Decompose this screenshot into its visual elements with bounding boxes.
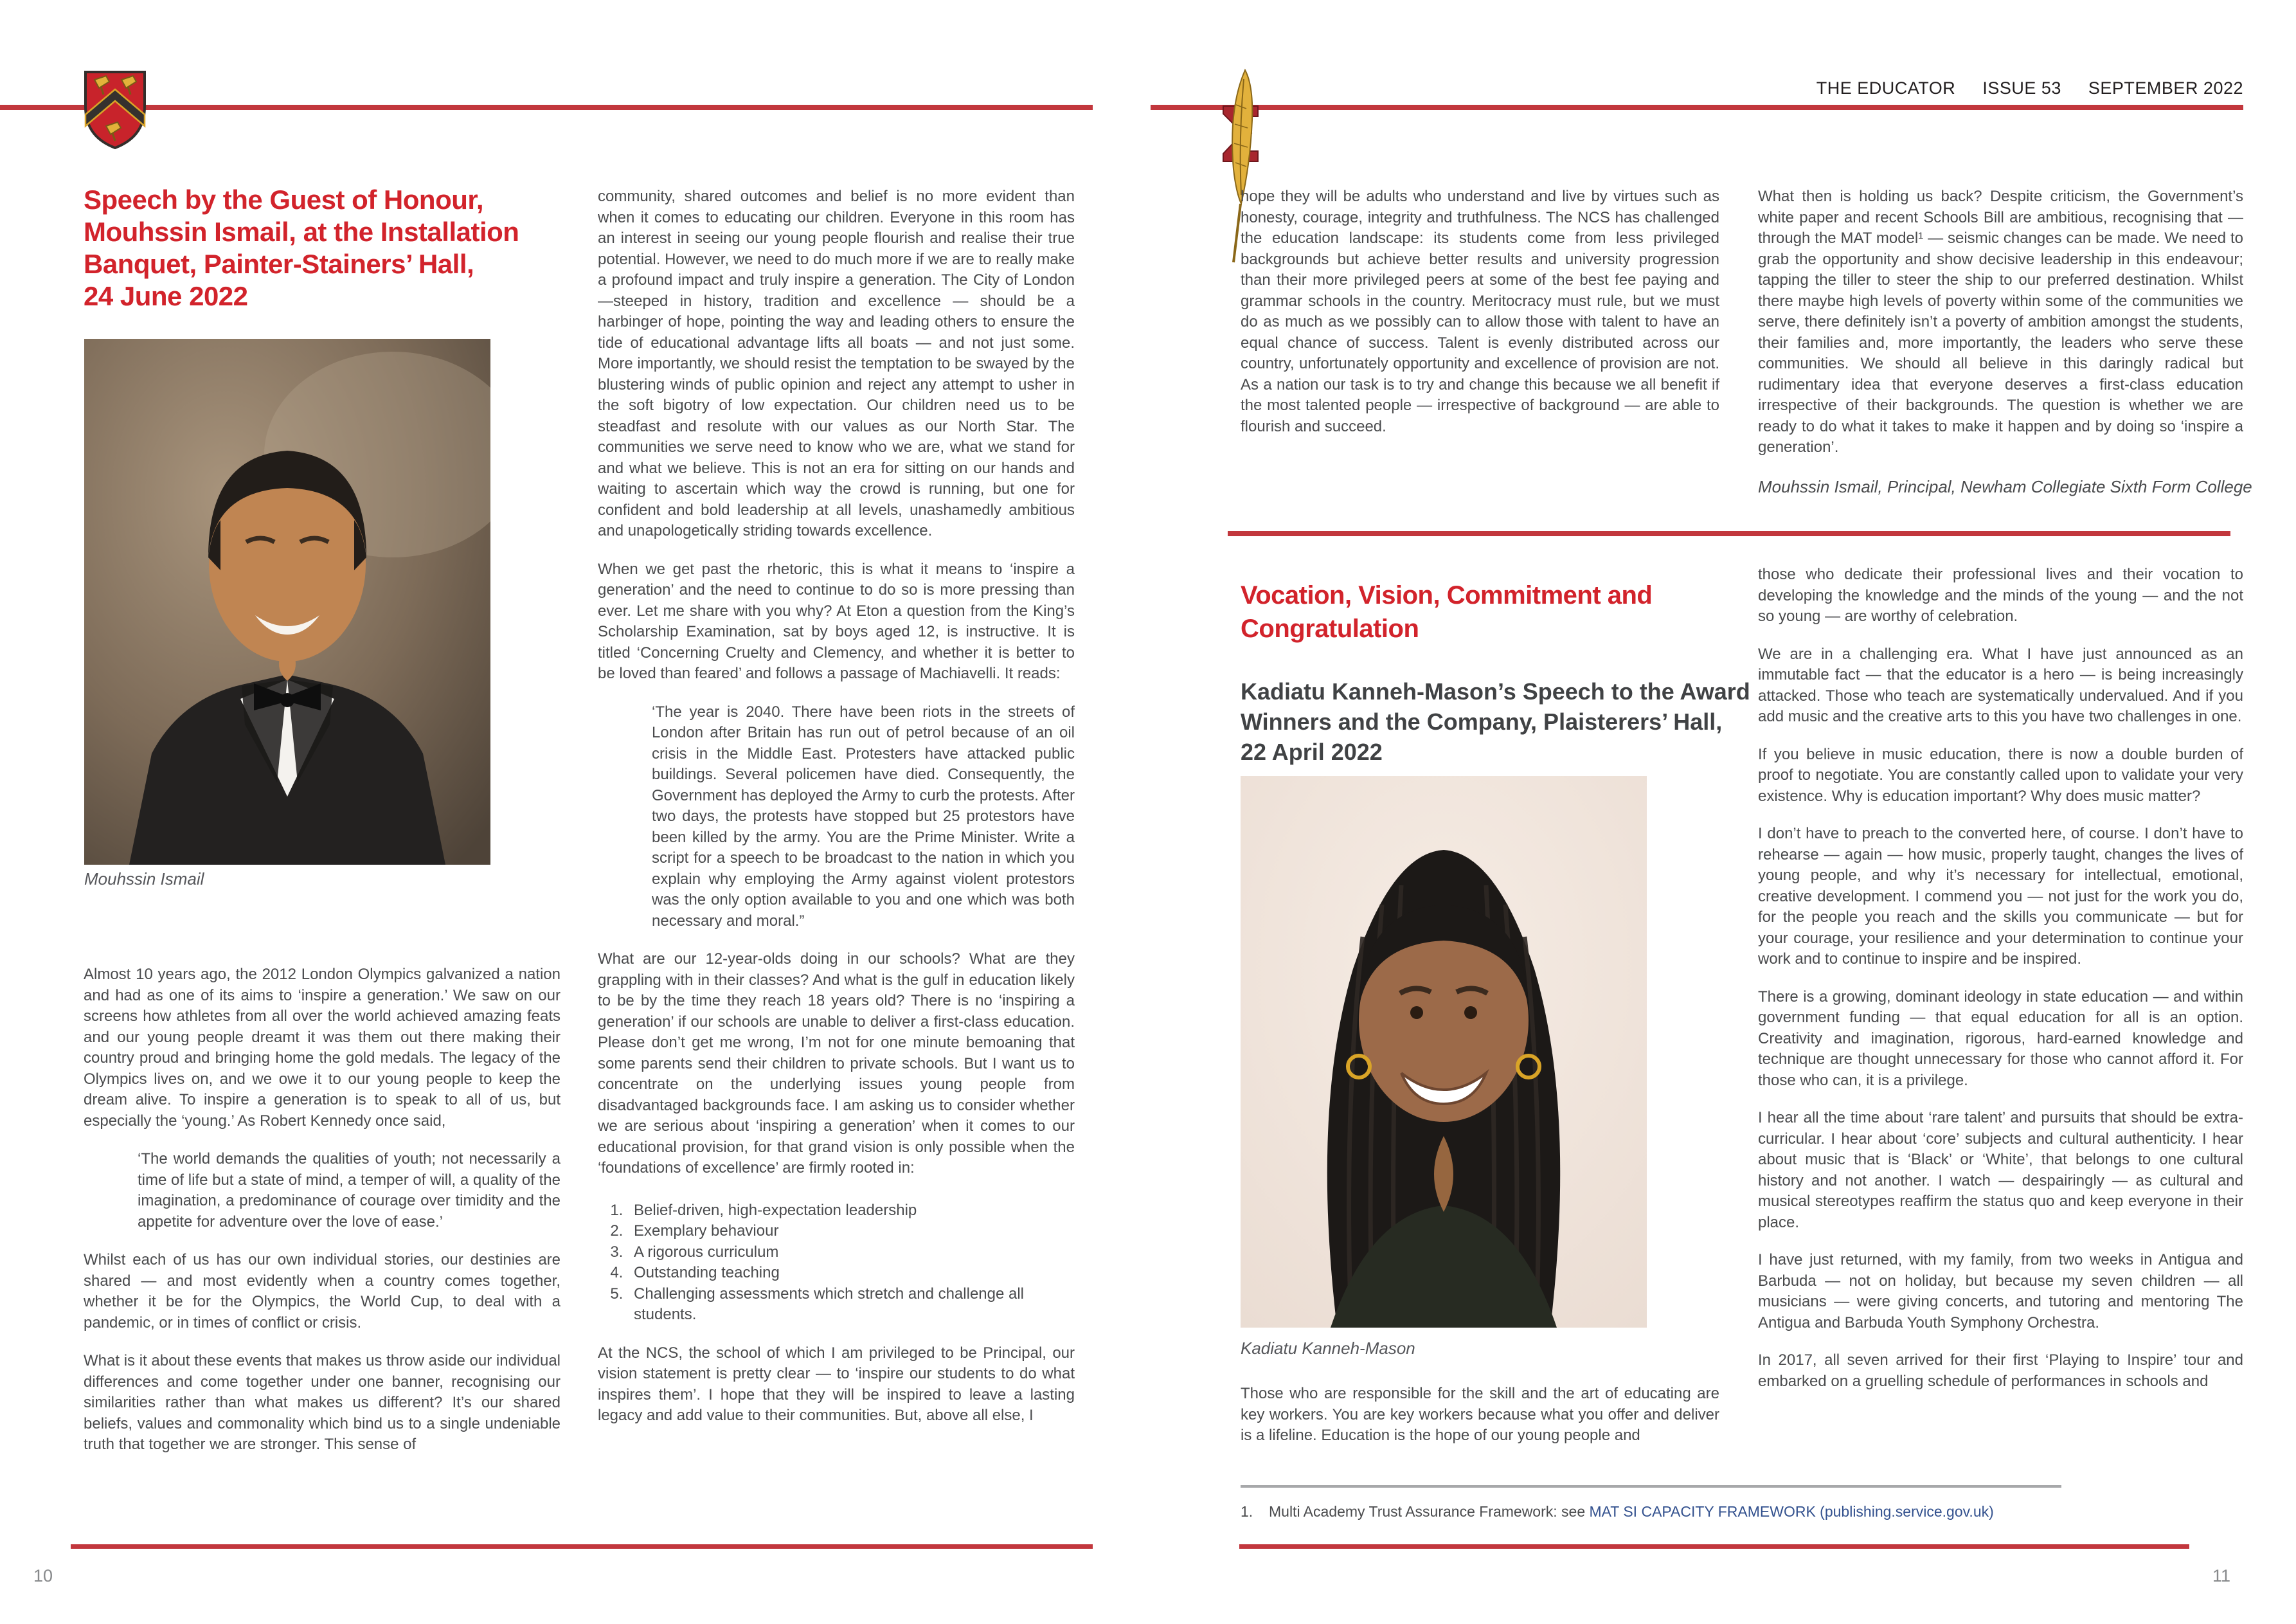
- right-page-column-1-top: [1241, 186, 1719, 437]
- photo-caption: Kadiatu Kanneh-Mason: [1241, 1339, 1415, 1358]
- article2-column-2: [1758, 564, 2243, 1392]
- pull-quote: ‘The year is 2040. There have been riots in the streets of London after Britain has run out of petrol because of an oil crisis in the Middle East. Protesters have attacked public buildings. Several policemen have died. Consequently, the Government has deployed the Army to curb the protests. After two days, the protests have stopped but 25 protestors have been killed by the army. You are the Prime Minister. Write a script for a speech to be broadcast to the nation in which you explain why employing the Army against violent protestors was the only option available to you and one which was both necessary and moral.”: [652, 703, 1075, 930]
- list-item: 5. Challenging assessments which stretch and challenge all students.: [627, 1284, 1075, 1326]
- paragraph: When we get past the rhetoric, this is what it means to ‘inspire a generation’ and the need to continue to do so is more pressing than ever. Let me share with you why? At Eton a question from the King’s Scholarship Examination, sat by boys aged 12, is instructive. It is titled ‘Concerning Cruelty and Clemency, and whether it is better to be loved than feared’ and follows a passage of Machiavelli. It reads:: [598, 560, 1075, 682]
- article2-subtitle-line: Kadiatu Kanneh-Mason’s Speech to the Award: [1241, 678, 1750, 705]
- paragraph: I have just returned, with my family, from two weeks in Antigua and Barbuda — not on holiday, but because my seven children — all musicians — were giving concerts, and tutoring and mentoring The Antigua and Barbuda Youth Symphony Orchestra.: [1758, 1251, 2243, 1331]
- foundations-list: [598, 1200, 1075, 1326]
- article1-byline: Mouhssin Ismail, Principal, Newham Collegiate Sixth Form College: [1758, 477, 2252, 496]
- paragraph: At the NCS, the school of which I am privileged to be Principal, our vision statement is pretty clear — to ‘inspire our students to do what inspires them’. I hope that they will be inspired to leave a lasting legacy and add value to their communities. But, above all else, I: [598, 1344, 1075, 1424]
- paragraph: What is it about these events that makes us throw aside our individual differences and come together under one banner, recognising our similarities rather than what makes us different? It’s our shared beliefs, values and commonality which bind us to a single undeniable truth that together we are stronger. This sense of: [84, 1352, 561, 1453]
- issue-number: ISSUE 53: [1982, 78, 2061, 98]
- running-header: [1478, 78, 2243, 98]
- paragraph: I hear all the time about ‘rare talent’ and pursuits that should be extra-curricular. I hear about ‘core’ subjects and cultural authenticity. I hear about music that is ‘Black’ or ‘White’, that belongs to one cultural history and not another. I watch — despairingly — as cultural and musical stereotypes reaffirm the status quo and keep everyone in their place.: [1758, 1109, 2243, 1231]
- paragraph: In 2017, all seven arrived for their first ‘Playing to Inspire’ tour and embarked on a gruelling schedule of performances in schools and: [1758, 1351, 2243, 1390]
- top-rule-right-page: [1151, 105, 2243, 110]
- article1-title-line: Banquet, Painter-Stainers’ Hall,: [84, 249, 474, 279]
- footnote-rule: [1241, 1485, 2061, 1488]
- list-item: 3. A rigorous curriculum: [627, 1242, 1075, 1263]
- paragraph: There is a growing, dominant ideology in state education — and within government funding — that equal education for all is an option. Creativity and imagination, rigorous, hard-earned knowledge and technique are thought unnecessary for those who cannot afford it. For those who can, it is a privilege.: [1758, 988, 2243, 1089]
- list-item: 4. Outstanding teaching: [627, 1263, 1075, 1284]
- paragraph: Whilst each of us has our own individual stories, our destinies are shared — and most evidently when a country comes together, whether it be for the Olympics, the World Cup, to deal with a pandemic, or in times of conflict or crisis.: [84, 1251, 561, 1331]
- photo-caption: Mouhssin Ismail: [84, 869, 204, 889]
- bottom-rule-left-page: [71, 1544, 1093, 1549]
- paragraph: hope they will be adults who understand and live by virtues such as honesty, courage, integrity and truthfulness. The NCS has challenged the education landscape: its students come from less privileged backgrounds but achieve better results and university progression than their more privileged peers at some of the best fee paying and grammar schools in the country. Meritocracy must rule, but we must do as much as we possibly can to allow those with talent to have an equal chance of success. Talent is evenly distributed across our country, unfortunately opportunity and excellence of provision are not. As a nation our task is to try and change this because we all benefit if the most talented people — irrespective of background — are able to flourish and succeed.: [1241, 188, 1719, 435]
- paragraph: those who dedicate their professional lives and their vocation to developing the knowledge and the minds of the young — and the not so young — are worthy of celebration.: [1758, 566, 2243, 625]
- bottom-rule-right-page: [1239, 1544, 2189, 1549]
- page-number-right: 11: [2212, 1566, 2231, 1585]
- page-number-left: 10: [33, 1566, 53, 1585]
- article1-title-line: Mouhssin Ismail, at the Installation: [84, 217, 519, 247]
- left-page-column-2: [598, 186, 1075, 1427]
- article1-title-line: 24 June 2022: [84, 281, 248, 311]
- article2-column-1: [1241, 1384, 1719, 1447]
- paragraph: Almost 10 years ago, the 2012 London Olympics galvanized a nation and had as one of its aims to ‘inspire a generation.’ We saw on our screens how athletes from all over the world achieved amazing feats and our young people dreamt it was them out there making their country proud and bringing home the gold medals. The legacy of the Olympics lives on, and we owe it to our young people to keep the dream alive. To inspire a generation is to speak to all of us, but especially the ‘young.’ As Robert Kennedy once said,: [84, 966, 561, 1130]
- footnote-marker: 1.: [1241, 1503, 1253, 1520]
- paragraph: Those who are responsible for the skill and the art of educating are key workers. You are key workers because what you offer and deliver is a lifeline. Education is the hope of our young people and: [1241, 1385, 1719, 1444]
- article2-subtitle-line: Winners and the Company, Plaisterers’ Hall,: [1241, 708, 1723, 735]
- footnote-link[interactable]: MAT SI CAPACITY FRAMEWORK (publishing.service.gov.uk): [1589, 1503, 1994, 1520]
- paragraph: What are our 12-year-olds doing in our schools? What are they grappling with in their classes? And what is the gulf in education likely to be by the time they reach 18 years old? There is no ‘inspiring a generation’ if our schools are unable to deliver a first-class education. Please don’t get me wrong, I’m not for one minute bemoaning that some parents send their children to private schools. But I want us to concentrate on the underlying issues young people from disadvantaged backgrounds face. I am asking us to consider whether we are serious about ‘inspiring a generation’ when it comes to our educational provision, for that grand vision is only possible when the ‘foundations of excellence’ are firmly rooted in:: [598, 950, 1075, 1177]
- paragraph: I don’t have to preach to the converted here, of course. I don’t have to rehearse — again — how music, properly taught, changes the lives of young people, and why it’s necessary for intellectual, emotional, creative development. I commend you — not just for the work you do, for the people you reach and the skills you communicate — but for your courage, your resilience and your determination to continue your work and to continue to inspire and be inspired.: [1758, 825, 2243, 968]
- footnote-text: Multi Academy Trust Assurance Framework: see: [1269, 1503, 1590, 1520]
- left-page-column-1: [84, 964, 561, 1456]
- paragraph: If you believe in music education, there is now a double burden of proof to negotiate. You are constantly called upon to validate your very existence. Why is education important? Why does music matter?: [1758, 745, 2243, 805]
- painter-stainers-crest-icon: [82, 69, 148, 150]
- footnote: [1241, 1503, 1994, 1520]
- article2-title: [1241, 579, 1652, 645]
- kadiatu-kanneh-mason-photo: [1241, 776, 1647, 1328]
- right-page-column-2-top: [1758, 186, 2243, 458]
- article2-title-line: Vocation, Vision, Commitment and: [1241, 581, 1653, 609]
- article2-subtitle: [1241, 676, 1750, 767]
- magazine-name: THE EDUCATOR: [1816, 78, 1956, 98]
- list-item: 2. Exemplary behaviour: [627, 1221, 1075, 1242]
- paragraph: We are in a challenging era. What I have just announced as an immutable fact — that the educator is a hero — is being increasingly attacked. Those who teach are systematically undervalued. And if you add music and the creative arts to this you have two challenges in one.: [1758, 645, 2243, 725]
- paragraph: community, shared outcomes and belief is no more evident than when it comes to educating our children. Everyone in this room has an interest in seeing our young people flourish and realise their true potential. However, we need to do much more if we are to really make a profound impact and truly inspire a generation. The City of London —steeped in history, tradition and excellence — should be a harbinger of hope, pointing the way and leading others to ensure the tide of educational advantage lifts all boats — and not just some. More importantly, we should resist the temptation to be swayed by the blustering winds of public opinion and reject any attempt to usher in the soft bigotry of low expectation. Our children need us to be steadfast and resolute with our values as our North Star. The communities we serve need to know who we are, what we stand for and what we believe. This is not an era for sitting on our hands and waiting to ascertain which way the crowd is running, but one for confident and bold leadership at all levels, unashamedly ambitious and unapologetically striding towards excellence.: [598, 188, 1075, 539]
- pull-quote: ‘The world demands the qualities of youth; not necessarily a time of life but a state of mind, a temper of will, a quality of the imagination, a predominance of courage over timidity and the appetite for adventure over the love of ease.’: [138, 1150, 561, 1231]
- top-rule-left-page: [0, 105, 1093, 110]
- mouhssin-ismail-photo: [84, 339, 490, 865]
- list-item: 1. Belief-driven, high-expectation leadership: [627, 1200, 1075, 1222]
- paragraph: What then is holding us back? Despite criticism, the Government’s white paper and recent Schools Bill are ambitious, recognising that — through the MAT model¹ — seismic changes can be made. We need to grab the opportunity and show decisive leadership in this endeavour; tapping the tiller to steer the ship to our preferred destination. Whilst there maybe high levels of poverty within some of the communities we serve, there definitely isn’t a poverty of ambition amongst the students, their families and, more importantly, the leaders who serve these communities. We should all believe in this daringly radical but rudimentary idea that everyone deserves a first-class education irrespective of their backgrounds. The question is whether we are ready to do what it takes to make it happen and by doing so ‘inspire a generation’.: [1758, 188, 2243, 456]
- article1-title: [84, 184, 519, 312]
- issue-date: SEPTEMBER 2022: [2088, 78, 2243, 98]
- section-divider-rule: [1228, 531, 2230, 536]
- article1-title-line: Speech by the Guest of Honour,: [84, 185, 484, 215]
- article2-subtitle-line: 22 April 2022: [1241, 739, 1383, 765]
- article2-title-line: Congratulation: [1241, 615, 1419, 643]
